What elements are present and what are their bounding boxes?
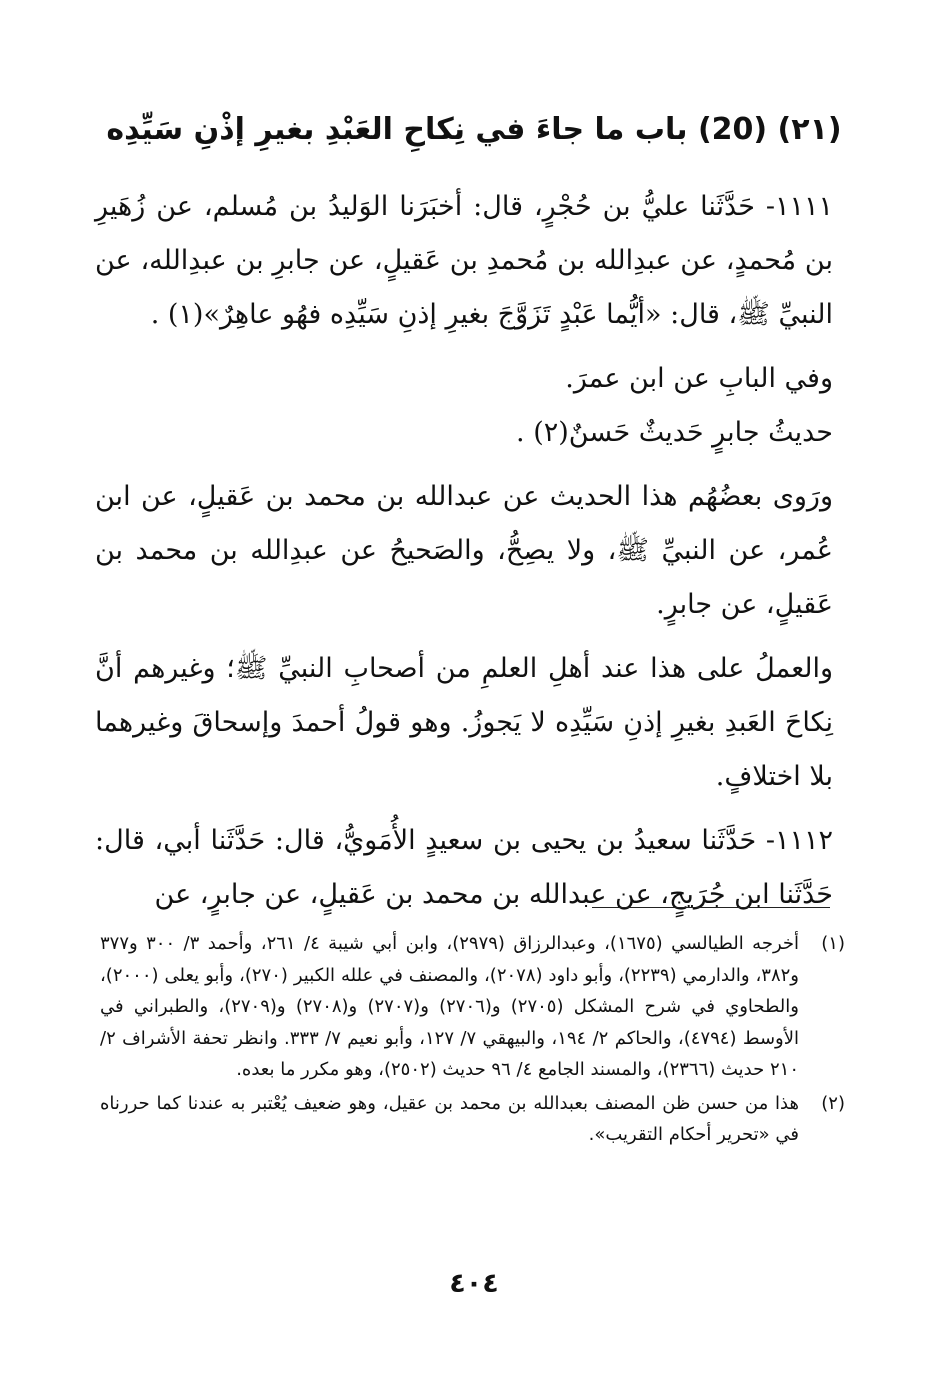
grading-paragraph: حديثُ جابرٍ حَديثٌ حَسنٌ(٢) . (516, 417, 833, 448)
footnote-text: هذا من حسن ظن المصنف بعبدالله بن محمد بن عقيل، وهو ضعيف يُعْتبر به عندنا كما حررناه في «تحرير أحكام التقريب». (100, 1092, 799, 1145)
practice-paragraph: والعملُ على هذا عند أهلِ العلمِ من أصحابِ النبيِّ ﷺ؛ وغيرهم أنَّ نِكاحَ العَبدِ بغيرِ إذنِ سَيِّدِه لا يَجوزُ. وهو قولُ أحمدَ وإسحاقَ وغيرهما بلا اختلافٍ. (95, 653, 833, 792)
hadith-1111-paragraph: ١١١١- حَدَّثَنا عليُّ بن حُجْرٍ، قال: أخبَرَنا الوَليدُ بن مُسلم، عن زُهَيرِ بن مُحمدٍ، عن عبدِالله بن مُحمدِ بن عَقيلٍ، عن جابرِ بن عبدِالله، عن النبيِّ ﷺ، قال: «أيُّما عَبْدٍ تَزَوَّجَ بغيرِ إذنِ سَيِّدِه فهُو عاهِرٌ»(١) . (95, 191, 833, 330)
hadith-1112-paragraph: ١١١٢- حَدَّثَنا سعيدُ بن يحيى بن سعيدٍ الأُمَويُّ، قال: حَدَّثَنا أبي، قال: حَدَّثَنا ابن جُرَيجٍ، عن عبدالله بن محمد بن عَقيلٍ، عن جابرٍ، عن (95, 825, 833, 910)
variant-narration-paragraph: ورَوى بعضُهُم هذا الحديث عن عبدالله بن محمد بن عَقيلٍ، عن ابن عُمر، عن النبيِّ ﷺ، ولا يصِحُّ، والصَحيحُ عن عبدِالله بن محمد بن عَقيلٍ، عن جابرٍ. (95, 481, 833, 620)
footnote-1 (100, 928, 845, 1086)
main-text (95, 180, 833, 922)
footnotes (100, 928, 845, 1153)
footnote-number: (٢) (821, 1092, 845, 1114)
footnote-separator (592, 907, 830, 908)
footnote-2 (100, 1088, 845, 1151)
footnote-text: أخرجه الطيالسي (١٦٧٥)، وعبدالرزاق (٢٩٧٩)، وابن أبي شيبة ٤/ ٢٦١، وأحمد ٣/ ٣٠٠ و٣٧٧ و٣٨٢، والدارمي (٢٢٣٩)، وأبو داود (٢٠٧٨)، والمصنف في علله الكبير (٢٧٠)، وأبو يعلى (٢٠٠٠)، والطحاوي في شرح المشكل (٢٧٠٥) و(٢٧٠٦) و(٢٧٠٧) و(٢٧٠٨) و(٢٧٠٩)، والطبراني في الأوسط (٤٧٩٤)، والحاكم ٢/ ١٩٤، والبيهقي ٧/ ١٢٧، وأبو نعيم ٧/ ٣٣٣. وانظر تحفة الأشراف ٢/ ٢١٠ حديث (٢٣٦٦)، والمسند الجامع ٤/ ٩٦ حديث (٢٥٠٢)، وهو مكرر ما بعده. (100, 933, 800, 1080)
chapter-title: (٢١) (20) باب ما جاءَ في نِكاحِ العَبْدِ بغيرِ إذْنِ سَيِّدِه (106, 112, 842, 147)
footnote-number: (١) (821, 933, 845, 954)
page-number: ٤٠٤ (449, 1268, 499, 1299)
chapter-note-paragraph: وفي البابِ عن ابن عمرَ. (565, 363, 833, 394)
